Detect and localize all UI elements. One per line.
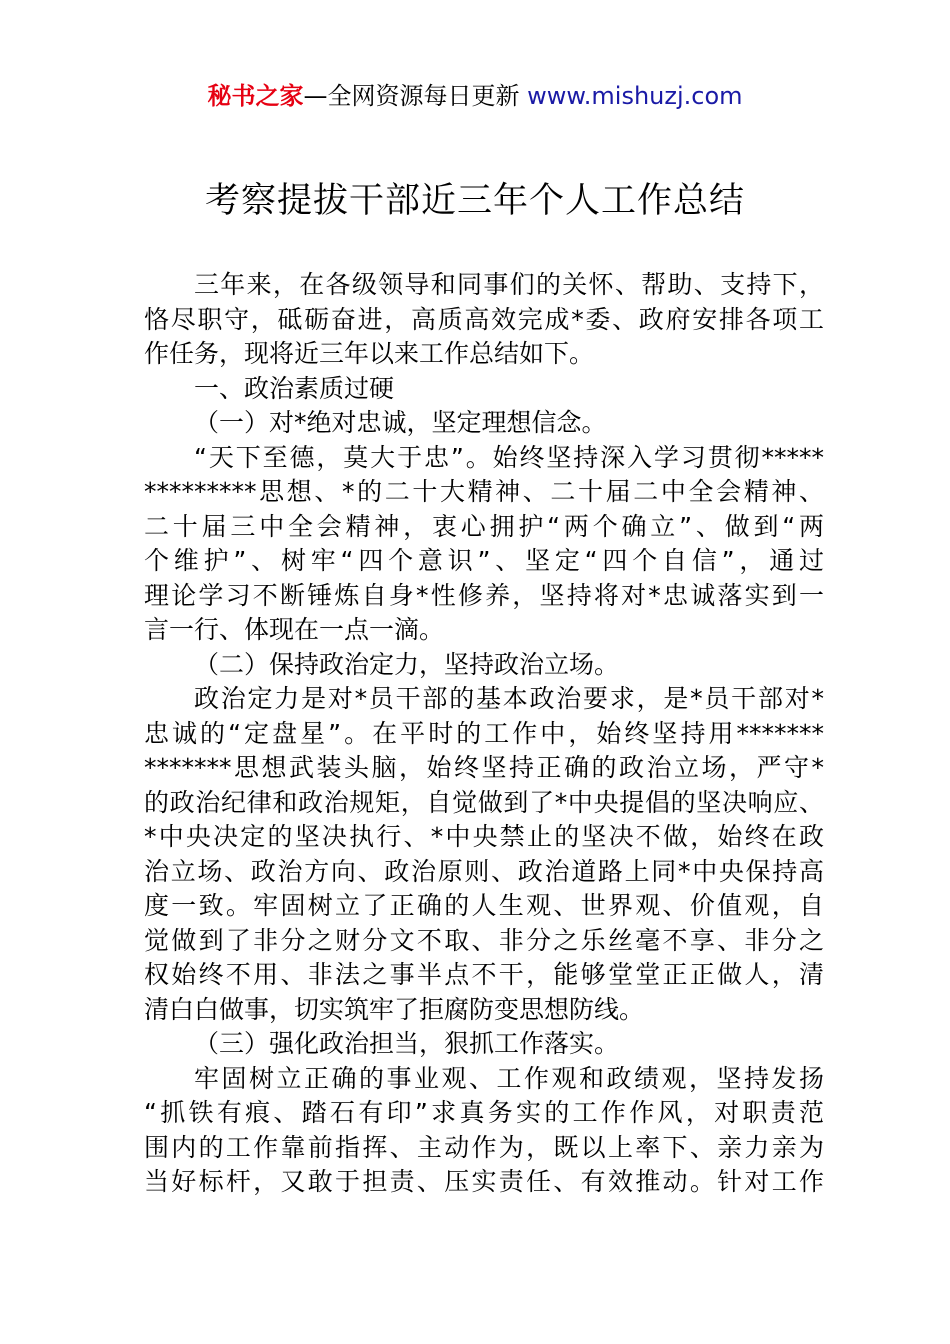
text-line: “天下至德，莫大于忠”。始终坚持深入学习贯彻***** bbox=[194, 442, 824, 472]
text-line: 觉做到了非分之财分文不取、非分之乐丝毫不享、非分之 bbox=[144, 925, 824, 955]
text-line: 一、政治素质过硬 bbox=[194, 373, 395, 403]
text-line: 当好标杆，又敢于担责、压实责任、有效推动。针对工作 bbox=[144, 1167, 824, 1196]
text-line: 理论学习不断锤炼自身*性修养，坚持将对*忠诚落实到一 bbox=[144, 580, 824, 610]
site-header bbox=[0, 80, 950, 112]
text-line: 牢固树立正确的事业观、工作观和政绩观，坚持发扬 bbox=[194, 1063, 824, 1093]
text-line: 个维护”、树牢“四个意识”、坚定“四个自信”，通过 bbox=[144, 546, 824, 575]
text-line: *中央决定的坚决执行、*中央禁止的坚决不做，始终在政 bbox=[144, 822, 824, 851]
text-line: 权始终不用、非法之事半点不干，能够堂堂正正做人，清 bbox=[144, 960, 824, 989]
text-line: （一）对*绝对忠诚，坚定理想信念。 bbox=[194, 408, 607, 437]
text-line: 围内的工作靠前指挥、主动作为，既以上率下、亲力亲为 bbox=[144, 1132, 824, 1162]
site-url-link[interactable]: www.mishuzj.com bbox=[527, 82, 743, 110]
text-line: （二）保持政治定力，坚持政治立场。 bbox=[194, 649, 620, 679]
text-line: 忠诚的“定盘星”。在平时的工作中，始终坚持用******* bbox=[144, 718, 824, 748]
text-line: 二十届三中全会精神，衷心拥护“两个确立”、做到“两 bbox=[144, 511, 824, 541]
text-line: 言一行、体现在一点一滴。 bbox=[144, 615, 445, 644]
site-tagline: —全网资源每日更新 bbox=[303, 82, 528, 110]
text-line: 的政治纪律和政治规矩，自觉做到了*中央提倡的坚决响应、 bbox=[144, 787, 824, 817]
document-body bbox=[144, 268, 824, 1200]
document-title: 考察提拔干部近三年个人工作总结 bbox=[204, 181, 745, 221]
text-line: 政治定力是对*员干部的基本政治要求，是*员干部对* bbox=[194, 684, 824, 713]
text-line: *******思想武装头脑，始终坚持正确的政治立场，严守* bbox=[144, 753, 824, 782]
text-line: *********思想、*的二十大精神、二十届二中全会精神、 bbox=[144, 477, 824, 506]
text-line: 三年来，在各级领导和同事们的关怀、帮助、支持下， bbox=[194, 270, 824, 299]
text-line: 清白白做事，切实筑牢了拒腐防变思想防线。 bbox=[144, 994, 645, 1024]
text-line: “抓铁有痕、踏石有印”求真务实的工作作风，对职责范 bbox=[144, 1098, 824, 1127]
text-line: 恪尽职守，砥砺奋进，高质高效完成*委、政府安排各项工 bbox=[144, 304, 824, 334]
text-line: （三）强化政治担当，狠抓工作落实。 bbox=[194, 1029, 620, 1058]
text-line: 度一致。牢固树立了正确的人生观、世界观、价值观，自 bbox=[144, 891, 824, 920]
site-brand: 秘书之家 bbox=[207, 82, 304, 110]
text-line: 作任务，现将近三年以来工作总结如下。 bbox=[144, 339, 595, 368]
text-line: 治立场、政治方向、政治原则、政治道路上同*中央保持高 bbox=[144, 856, 824, 886]
